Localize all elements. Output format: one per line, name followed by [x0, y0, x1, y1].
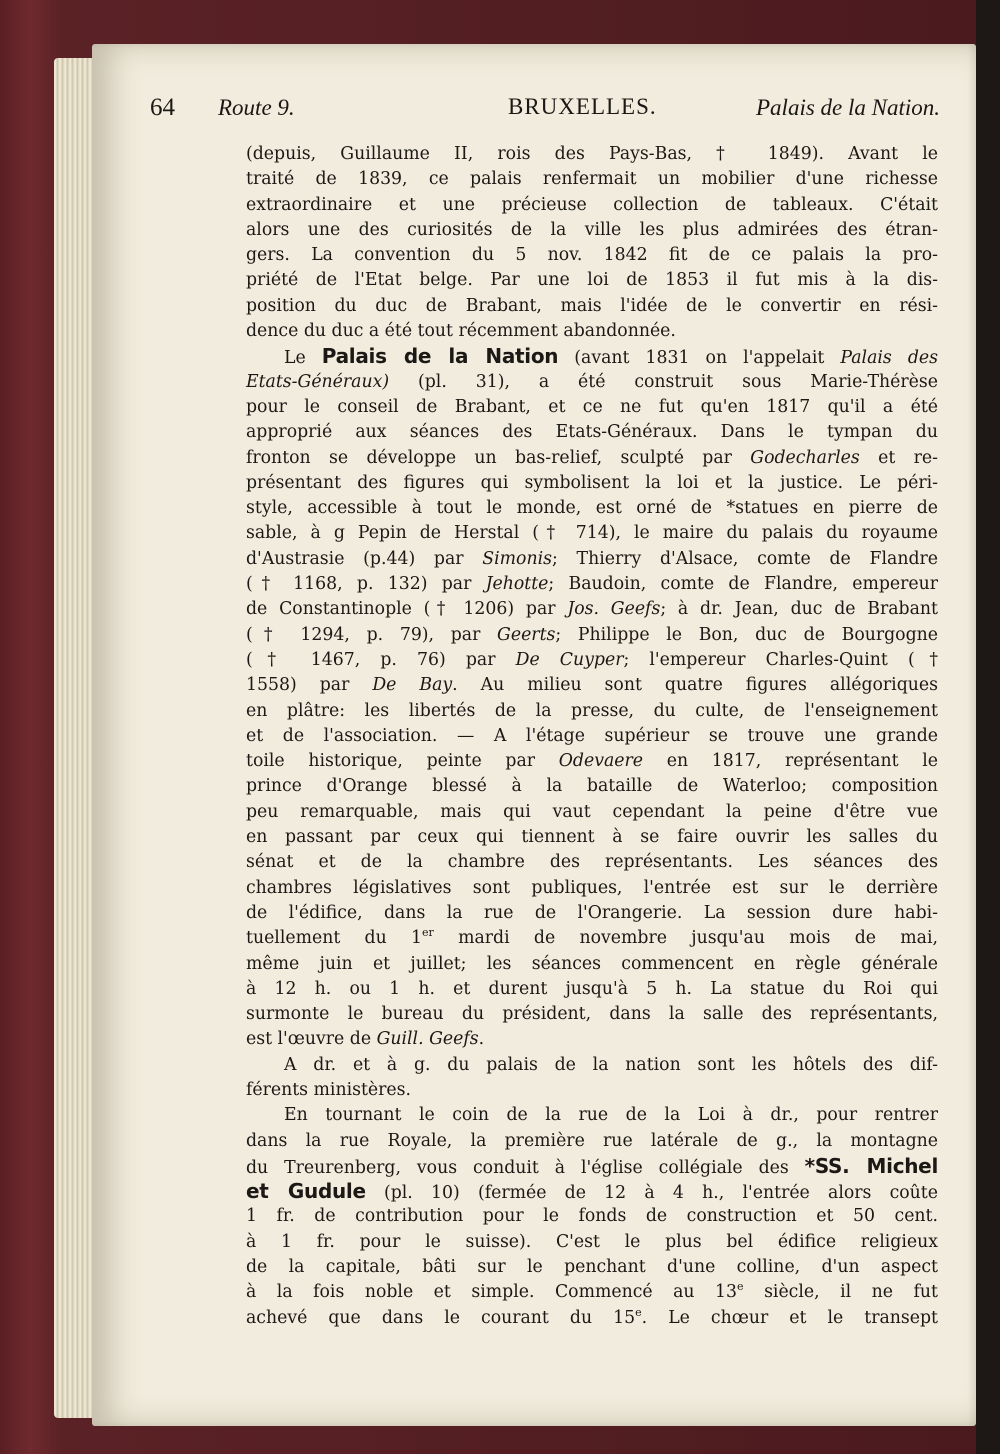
text-run: position du duc de Brabant, mais l'idée de le convertir en rési-: [246, 295, 938, 316]
text-line: [246, 1179, 938, 1204]
text-run: traité de 1839, ce palais renfermait un mobilier d'une richesse: [246, 169, 938, 190]
text-run: (pl. 31), a été construit sous Marie-Thérèse: [389, 371, 938, 392]
text-run: chambres législatives sont publiques, l'entrée est sur le derrière: [246, 877, 938, 898]
text-run: pour le conseil de Brabant, et ce ne fut qu'en 1817 qu'il a été: [246, 396, 938, 417]
text-line: [246, 850, 938, 875]
text-run: et re-: [859, 447, 938, 468]
text-run: . Le chœur et le transept: [641, 1307, 938, 1328]
text-run: prince d'Orange blessé à la bataille de Waterloo; composition: [246, 776, 938, 797]
city-title: BRUXELLES.: [508, 94, 657, 119]
text-run: approprié aux séances des Etats-Généraux. Dans le tympan du: [246, 422, 938, 443]
text-line: [246, 1103, 938, 1128]
text-line: [246, 876, 938, 901]
text-line: [246, 243, 938, 268]
italic-term: Palais des: [840, 348, 938, 369]
text-line: [246, 446, 938, 471]
book-spine-edge: [976, 0, 1000, 1454]
bold-term: *SS. Michel: [804, 1153, 939, 1178]
text-run: tuellement du 1: [246, 928, 423, 949]
text-line: [246, 1027, 938, 1052]
text-run: ; l'empereur Charles-Quint (†: [623, 649, 938, 670]
text-run: (avant 1831 on l'appelait: [558, 348, 841, 369]
text-line: [246, 749, 938, 774]
text-run: . Au milieu sont quatre figures allégoriques: [452, 675, 938, 696]
text-run: († 1294, p. 79), par: [246, 624, 498, 645]
text-line: [246, 521, 938, 546]
text-line: [246, 1129, 938, 1154]
text-line: [246, 1306, 938, 1331]
text-line: [246, 673, 938, 698]
text-run: priété de l'Etat belge. Par une loi de 1853 il fut mis à la dis-: [246, 270, 938, 291]
text-run: ; Thierry d'Alsace, comte de Flandre: [551, 548, 938, 569]
text-run: .: [478, 1029, 485, 1050]
text-line: [246, 648, 938, 673]
text-line: [246, 800, 938, 825]
text-run: en 1817, représentant le: [643, 751, 938, 772]
text-line: [246, 774, 938, 799]
text-line: [246, 420, 938, 445]
text-run: ; Philippe le Bon, duc de Bourgogne: [555, 624, 939, 645]
text-line: [246, 193, 938, 218]
text-line: [246, 268, 938, 293]
text-run: († 1168, p. 132) par: [246, 574, 486, 595]
text-line: [246, 952, 938, 977]
text-run: alors une des curiosités de la ville les plus admirées des étran-: [246, 219, 938, 240]
text-run: à 12 h. ou 1 h. et durent jusqu'à 5 h. La statue du Roi qui: [246, 978, 938, 999]
text-line: [246, 344, 938, 369]
text-line: [246, 1002, 938, 1027]
running-header: [150, 94, 940, 128]
bold-term: Palais de la Nation: [321, 344, 559, 369]
text-line: [246, 1280, 938, 1305]
text-line: [246, 1255, 938, 1280]
text-line: [246, 825, 938, 850]
text-line: [246, 218, 938, 243]
text-run: ; Baudoin, comte de Flandre, empereur: [548, 574, 938, 595]
text-run: du Treurenberg, vous conduit à l'église collégiale des: [246, 1157, 805, 1178]
text-run: style, accessible à tout le monde, est orné de *statues en pierre de: [246, 498, 938, 519]
text-run: en plâtre: les libertés de la presse, du culte, de l'enseignement: [246, 700, 938, 721]
section-title: Palais de la Nation.: [756, 95, 940, 120]
text-run: fronton se développe un bas-relief, sculpté par: [246, 447, 751, 468]
text-line: [246, 597, 938, 622]
text-run: En tournant le coin de la rue de la Loi à dr., pour rentrer: [284, 1105, 938, 1126]
text-run: († 1467, p. 76) par: [246, 649, 516, 670]
body-text: [246, 142, 938, 1331]
text-run: à 1 fr. pour le suisse). C'est le plus bel édifice religieux: [246, 1231, 938, 1252]
superscript: e: [737, 1280, 744, 1294]
italic-term: Jehotte: [485, 574, 549, 595]
text-run: gers. La convention du 5 nov. 1842 fit de ce palais la pro-: [246, 245, 938, 266]
text-run: dence du duc a été tout récemment abandonnée.: [246, 321, 676, 342]
text-line: [246, 1230, 938, 1255]
text-run: de la capitale, bâti sur le penchant d'une colline, d'un aspect: [246, 1257, 938, 1278]
text-line: [246, 319, 938, 344]
text-line: [246, 623, 938, 648]
text-line: [246, 572, 938, 597]
text-line: [246, 496, 938, 521]
italic-term: Simonis: [482, 548, 552, 569]
text-run: en passant par ceux qui tiennent à se faire ouvrir les salles du: [246, 827, 938, 848]
text-run: A dr. et à g. du palais de la nation sont les hôtels des dif-: [284, 1054, 938, 1075]
text-line: [246, 699, 938, 724]
superscript: e: [635, 1305, 642, 1319]
text-line: [246, 1204, 938, 1229]
text-run: ; à dr. Jean, duc de Brabant: [660, 599, 938, 620]
text-run: extraordinaire et une précieuse collection de tableaux. C'était: [246, 194, 938, 215]
text-run: et de l'association. — A l'étage supérieur se trouve une grande: [246, 725, 938, 746]
text-run: d'Austrasie (p.44) par: [246, 548, 483, 569]
text-run: 1 fr. de contribution pour le fonds de construction et 50 cent.: [246, 1206, 938, 1227]
text-line: [246, 395, 938, 420]
italic-term: Geerts: [497, 624, 556, 645]
text-line: [246, 977, 938, 1002]
italic-term: Odevaere: [558, 751, 644, 772]
text-line: [246, 370, 938, 395]
text-line: [246, 1053, 938, 1078]
text-line: [246, 1154, 938, 1179]
text-run: présentant des figures qui symbolisent la loi et la justice. Le péri-: [246, 472, 938, 493]
text-line: [246, 1078, 938, 1103]
italic-term: De Bay: [372, 675, 453, 696]
text-run: toile historique, peinte par: [246, 751, 559, 772]
italic-term: De Cuyper: [515, 649, 624, 670]
superscript: er: [422, 926, 434, 940]
italic-term: Etats-Généraux): [246, 371, 390, 392]
italic-term: Jos. Geefs: [567, 599, 661, 620]
text-line: [246, 547, 938, 572]
text-run: férents ministères.: [246, 1079, 412, 1100]
text-line: [246, 724, 938, 749]
text-line: [246, 167, 938, 192]
route-label: Route 9.: [218, 95, 295, 120]
text-run: est l'œuvre de: [246, 1029, 377, 1050]
text-run: surmonte le bureau du président, dans la salle des représentants,: [246, 1004, 938, 1025]
text-run: (depuis, Guillaume II, rois des Pays-Bas, † 1849). Avant le: [246, 144, 938, 164]
text-run: peu remarquable, mais qui vaut cependant la peine d'être vue: [246, 801, 938, 822]
text-run: achevé que dans le courant du 15: [246, 1307, 636, 1328]
text-line: [246, 294, 938, 319]
text-run: siècle, il ne fut: [743, 1282, 938, 1303]
text-run: 1558) par: [246, 675, 373, 696]
text-line: [246, 926, 938, 951]
italic-term: Guill. Geefs: [376, 1029, 479, 1050]
text-line: [246, 142, 938, 167]
text-run: de Constantinople († 1206) par: [246, 599, 568, 620]
text-run: Le: [284, 348, 322, 369]
text-line: [246, 901, 938, 926]
page-number: 64: [150, 94, 175, 121]
text-run: sable, à g Pepin de Herstal († 714), le maire du palais du royaume: [246, 523, 938, 544]
text-line: [246, 471, 938, 496]
text-run: mardi de novembre jusqu'au mois de mai,: [433, 928, 938, 949]
text-run: sénat et de la chambre des représentants. Les séances des: [246, 852, 938, 873]
text-run: à la fois noble et simple. Commencé au 13: [246, 1282, 738, 1303]
text-run: même juin et juillet; les séances commencent en règle générale: [246, 953, 938, 974]
text-run: de l'édifice, dans la rue de l'Orangerie. La session dure habi-: [246, 902, 938, 923]
bold-term: et Gudule: [246, 1179, 366, 1204]
italic-term: Godecharles: [750, 447, 860, 468]
text-run: dans la rue Royale, la première rue latérale de g., la montagne: [246, 1130, 938, 1151]
text-run: (pl. 10) (fermée de 12 à 4 h., l'entrée alors coûte: [365, 1183, 938, 1204]
